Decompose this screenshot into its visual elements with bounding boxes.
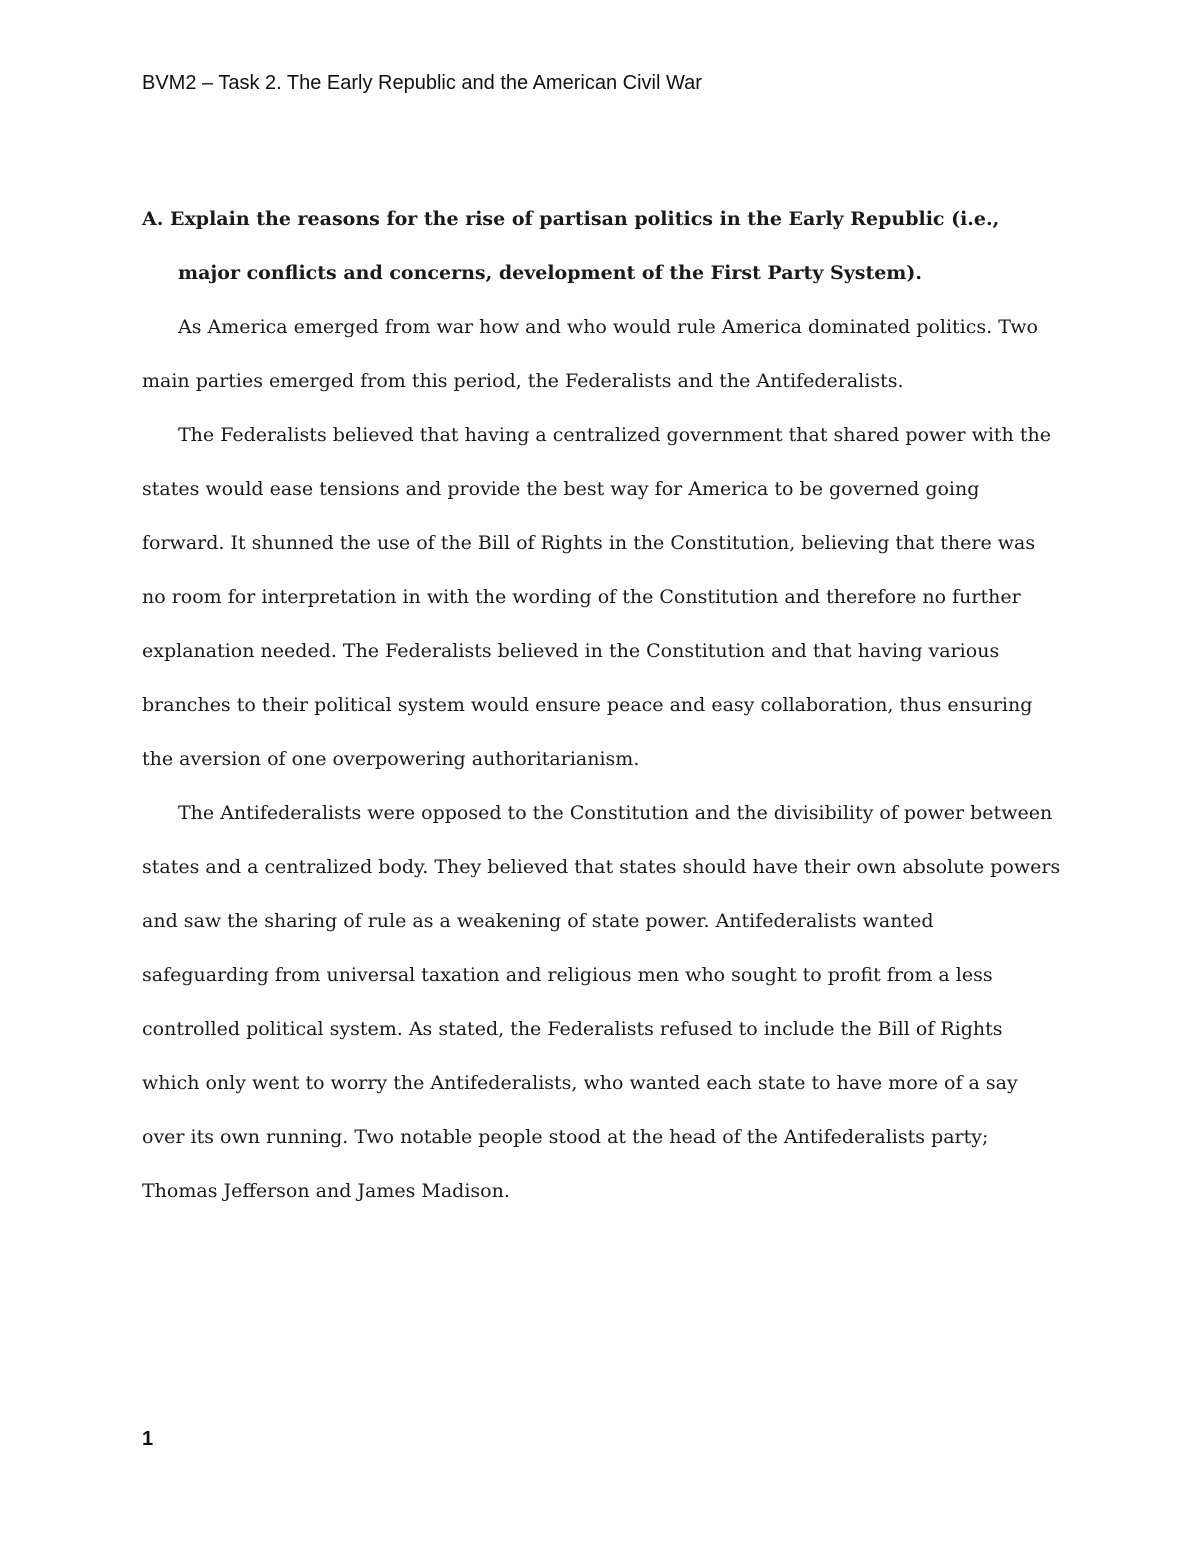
paragraph-1: As America emerged from war how and who would rule America dominated politics. Two main parties emerged from this period, the Federalists and the Antifederalists.	[142, 316, 1038, 392]
page-number: 1	[142, 1428, 154, 1450]
section-heading: A. Explain the reasons for the rise of partisan politics in the Early Republic (i.e., major conflicts and concerns, development of the First Party System).	[142, 208, 1000, 284]
page-header: BVM2 – Task 2. The Early Republic and the American Civil War	[142, 72, 702, 94]
document-body	[142, 192, 1062, 1218]
paragraph-3: The Antifederalists were opposed to the Constitution and the divisibility of power between states and a centralized body. They believed that states should have their own absolute powers and saw the sharing of rule as a weakening of state power. Antifederalists wanted safeguarding from universal taxation and religious men who sought to profit from a less controlled political system. As stated, the Federalists refused to include the Bill of Rights which only went to worry the Antifederalists, who wanted each state to have more of a say over its own running. Two notable people stood at the head of the Antifederalists party; Thomas Jefferson and James Madison.	[142, 802, 1061, 1202]
paragraph-2: The Federalists believed that having a centralized government that shared power with the states would ease tensions and provide the best way for America to be governed going forward. It shunned the use of the Bill of Rights in the Constitution, believing that there was no room for interpretation in with the wording of the Constitution and therefore no further explanation needed. The Federalists believed in the Constitution and that having various branches to their political system would ensure peace and easy collaboration, thus ensuring the aversion of one overpowering authoritarianism.	[142, 424, 1051, 770]
